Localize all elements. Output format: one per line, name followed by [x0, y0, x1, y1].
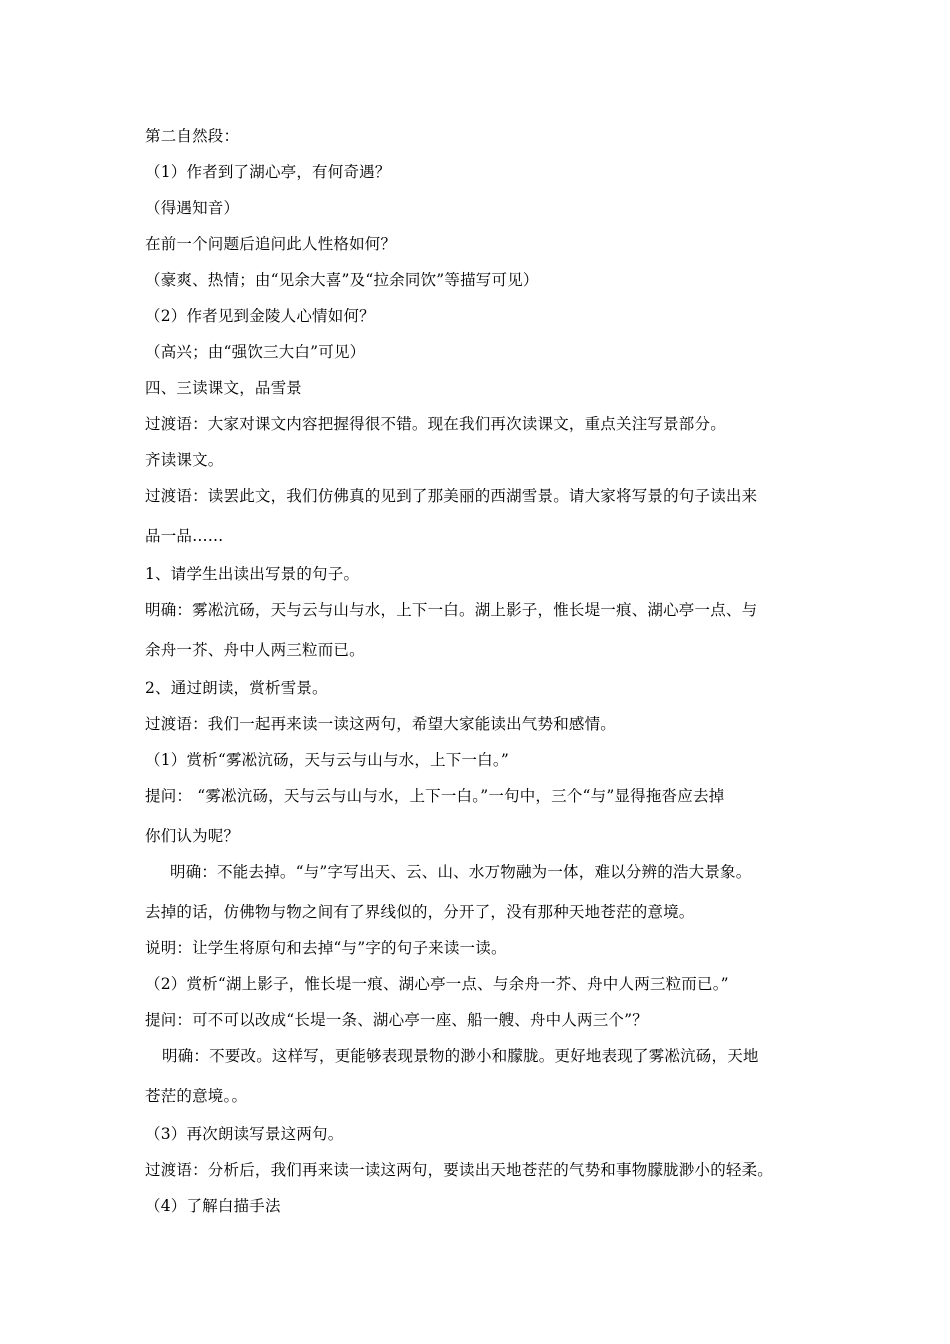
text-line: 余舟一芥、舟中人两三粒而已。 — [145, 641, 365, 659]
text-line: （得遇知音） — [145, 199, 240, 217]
text-line: 在前一个问题后追问此人性格如何？ — [145, 235, 397, 253]
text-line: 过渡语：分析后，我们再来读一读这两句，要读出天地苍茫的气势和事物朦胧渺小的轻柔。 — [145, 1161, 774, 1179]
text-line: 明确：不要改。这样写，更能够表现景物的渺小和朦胧。更好地表现了雾凇沆砀，天地 — [162, 1047, 759, 1065]
text-line: 去掉的话，仿佛物与物之间有了界线似的，分开了，没有那种天地苍茫的意境。 — [145, 903, 695, 921]
text-line: （豪爽、热情；由“见余大喜”及“拉余同饮”等描写可见） — [145, 271, 539, 289]
text-line: 1、请学生出读出写景的句子。 — [145, 565, 360, 583]
text-line: 齐读课文。 — [145, 451, 224, 469]
text-line: 过渡语：大家对课文内容把握得很不错。现在我们再次读课文，重点关注写景部分。 — [145, 415, 726, 433]
text-line: （1）作者到了湖心亭，有何奇遇？ — [145, 163, 391, 181]
section-heading: 四、三读课文，品雪景 — [145, 379, 303, 397]
text-line: （2）赏析“湖上影子，惟长堤一痕、湖心亭一点、与余舟一芥、舟中人两三粒而已。” — [145, 975, 729, 993]
text-line: （1）赏析“雾凇沆砀，天与云与山与水，上下一白。” — [145, 751, 509, 769]
text-line: 明确：雾凇沆砀，天与云与山与水，上下一白。湖上影子，惟长堤一痕、湖心亭一点、与 — [145, 601, 758, 619]
text-line: （高兴；由“强饮三大白”可见） — [145, 343, 366, 361]
text-line: 第二自然段： — [145, 127, 240, 145]
text-line: 过渡语：我们一起再来读一读这两句，希望大家能读出气势和感情。 — [145, 715, 617, 733]
text-line: （2）作者见到金陵人心情如何？ — [145, 307, 375, 325]
text-line: （3）再次朗读写景这两句。 — [145, 1125, 344, 1143]
text-line: 提问： “雾凇沆砀，天与云与山与水，上下一白。”一句中，三个“与”显得拖沓应去掉 — [145, 787, 725, 805]
text-line: 苍茫的意境。。 — [145, 1087, 248, 1105]
text-line: 过渡语：读罢此文，我们仿佛真的见到了那美丽的西湖雪景。请大家将写景的句子读出来 — [145, 487, 758, 505]
text-line: 提问：可不可以改成“长堤一条、湖心亭一座、船一艘、舟中人两三个”？ — [145, 1011, 648, 1029]
text-line: 明确：不能去掉。“与”字写出天、云、山、水万物融为一体，难以分辨的浩大景象。 — [170, 863, 752, 881]
text-line: 品一品…… — [145, 527, 224, 545]
text-line: 说明：让学生将原句和去掉“与”字的句子来读一读。 — [145, 939, 507, 957]
text-line: （4）了解白描手法 — [145, 1197, 281, 1215]
text-line: 你们认为呢？ — [145, 827, 240, 845]
text-line: 2、通过朗读，赏析雪景。 — [145, 679, 328, 697]
